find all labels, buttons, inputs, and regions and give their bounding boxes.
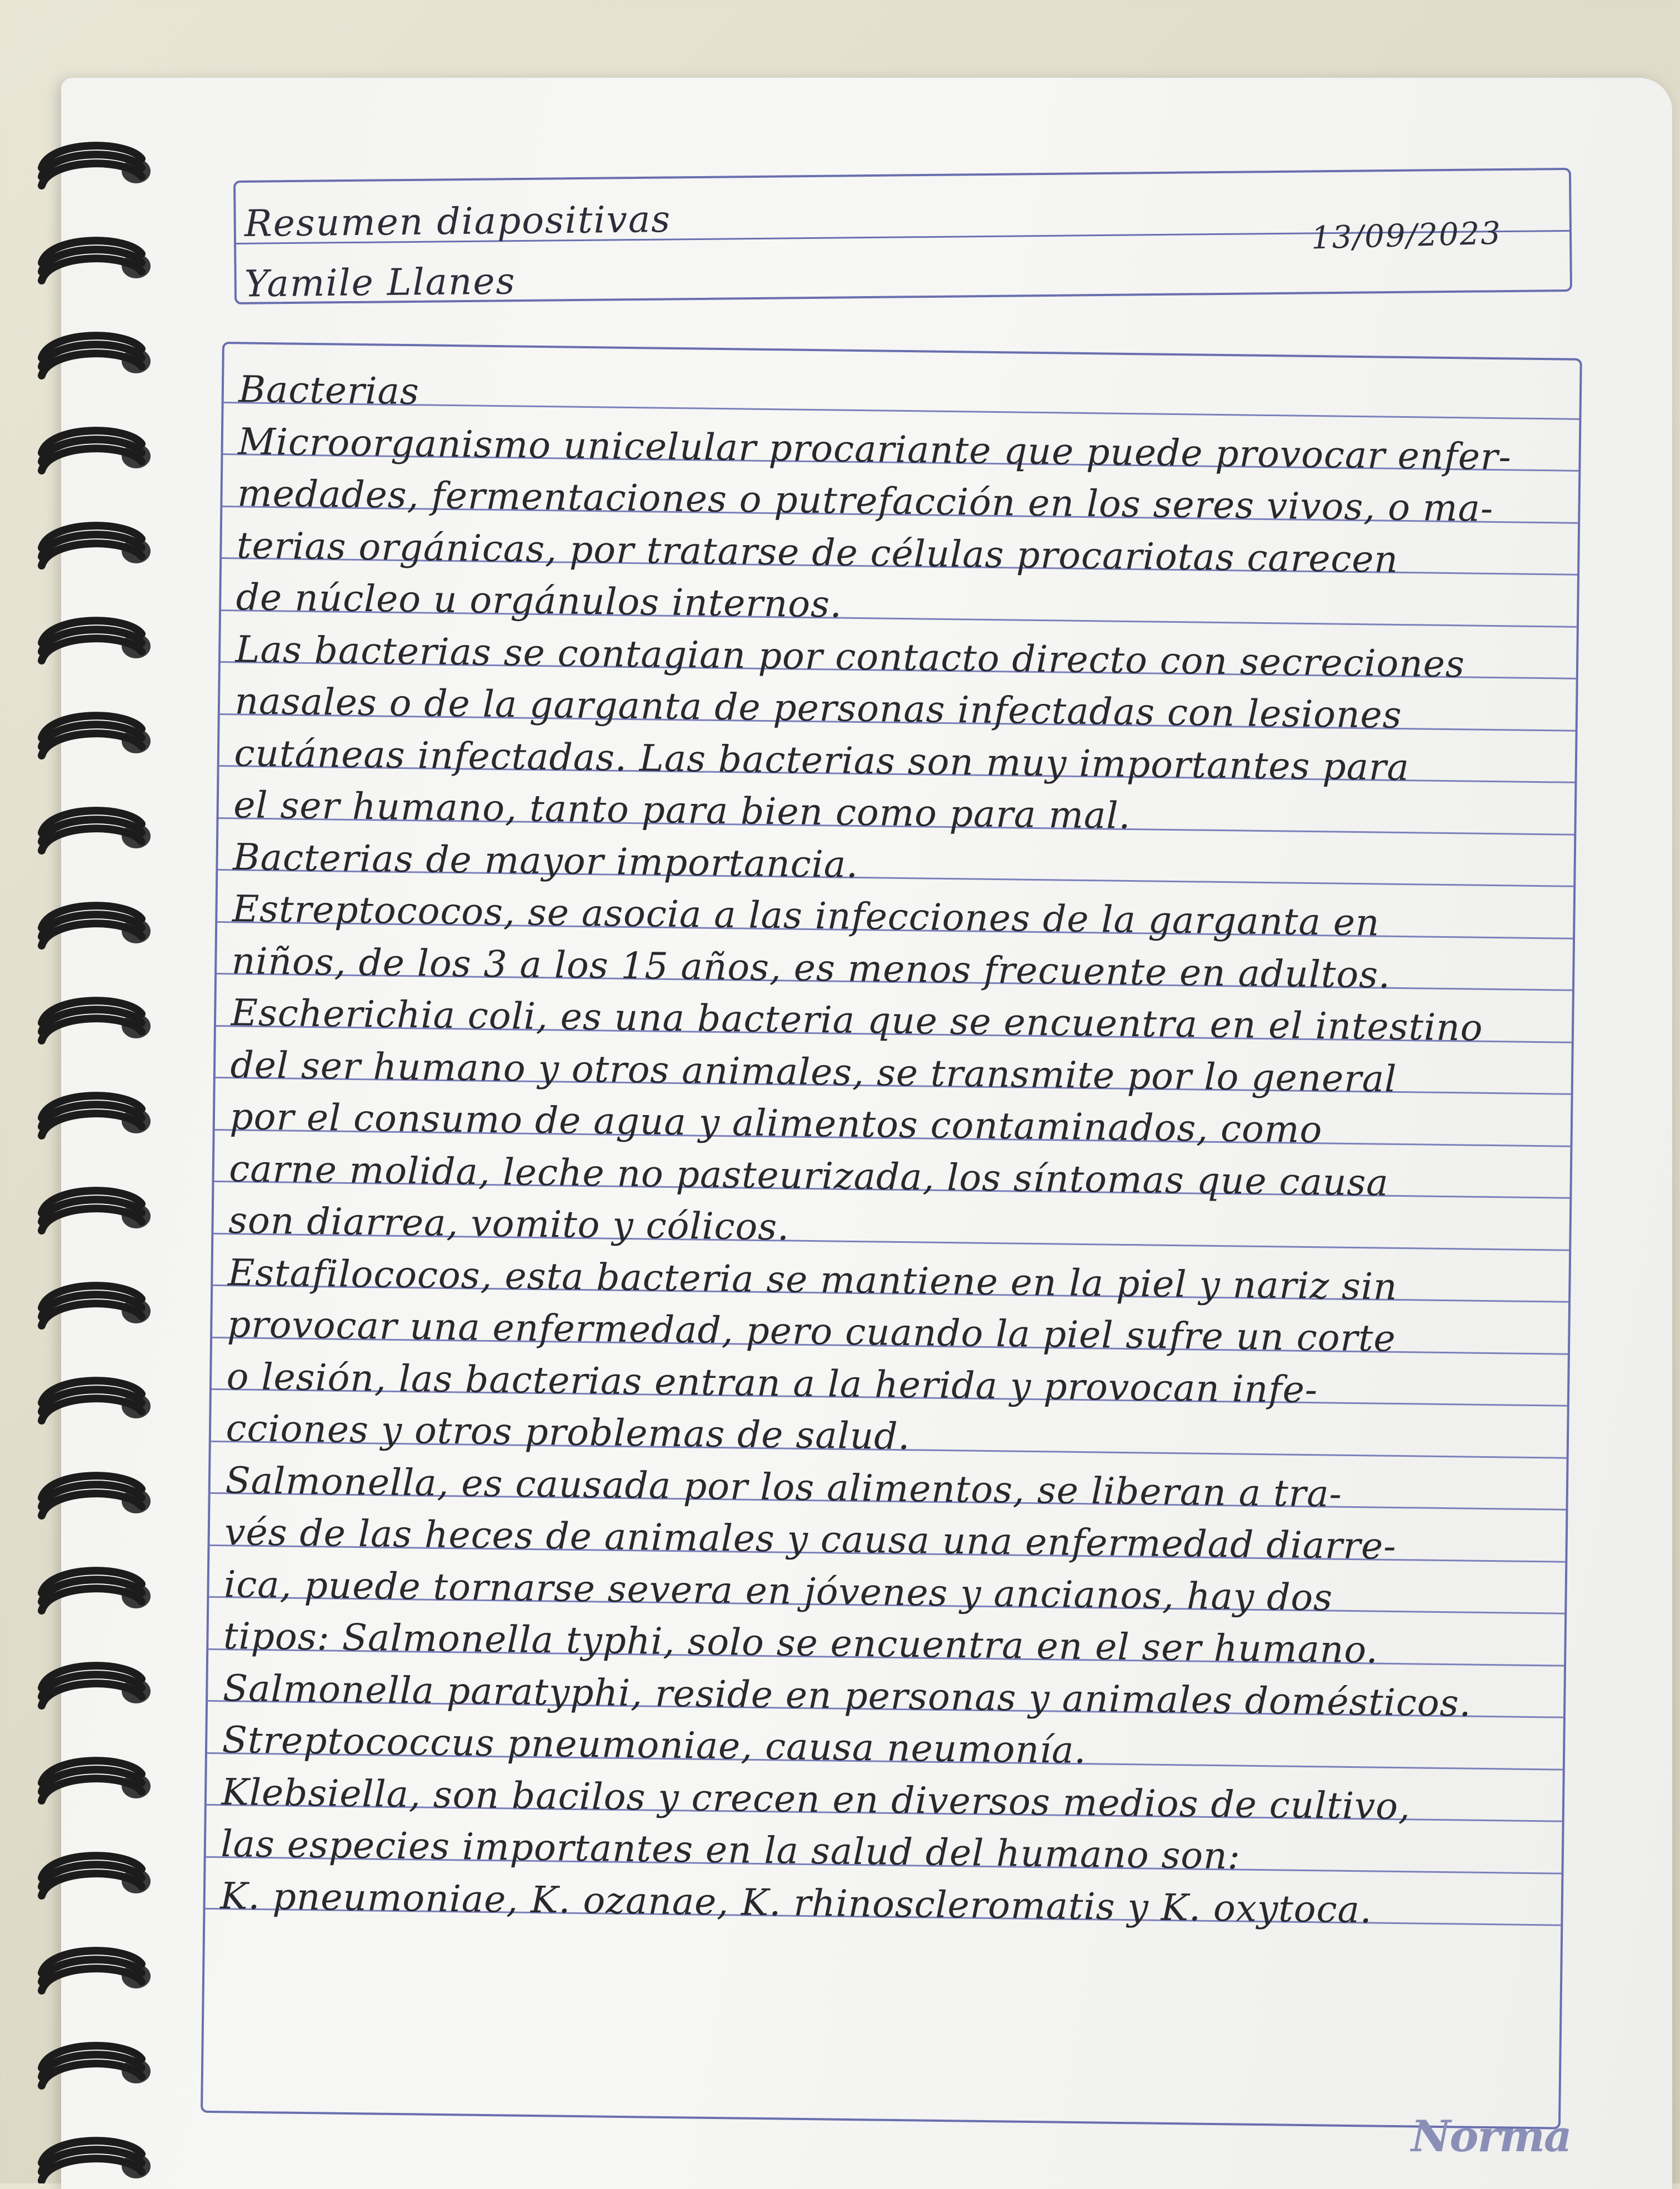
note-line: cciones y otros problemas de salud. (226, 1407, 911, 1458)
spiral-coil (42, 526, 151, 566)
notes-heading: Bacterias (238, 368, 420, 413)
spiral-coil (42, 1096, 151, 1136)
note-line: provocar una enfermedad, pero cuando la piel sufre un corte (227, 1303, 1397, 1360)
note-line: medades, fermentaciones o putrefacción en los seres vivos, o ma- (237, 472, 1494, 530)
spiral-coil (42, 431, 151, 471)
note-line: de núcleo u orgánulos internos. (236, 576, 843, 626)
note-line: Salmonella, es causada por los alimentos, se liberan a tra- (225, 1458, 1343, 1516)
spiral-coil (42, 1666, 151, 1706)
note-line: tipos: Salmonella typhi, solo se encuentra en el ser humano. (223, 1615, 1379, 1672)
note-line: son diarrea, vomito y cólicos. (228, 1199, 790, 1249)
note-line: ica, puede tornarse severa en jóvenes y ancianos, hay dos (223, 1562, 1333, 1619)
note-line: terias orgánicas, por tratarse de células procariotas carecen (236, 523, 1399, 581)
spiral-coil (42, 1191, 151, 1231)
note-line: Bacterias de mayor importancia. (232, 835, 859, 886)
note-line: K. pneumoniae, K. ozanae, K. rhinoscleromatis y K. oxytoca. (219, 1874, 1373, 1931)
spiral-coil (42, 1286, 151, 1326)
note-line: carne molida, leche no pasteurizada, los síntomas que causa (228, 1147, 1389, 1205)
spiral-coil (42, 811, 151, 851)
spiral-coil (42, 2046, 151, 2086)
spiral-coil (42, 1001, 151, 1041)
spiral-coil (42, 906, 151, 946)
note-line: Escherichia coli, es una bacteria que se encuentra en el intestino (231, 991, 1483, 1049)
note-line: Estafilococos, esta bacteria se mantiene en la piel y nariz sin (227, 1251, 1398, 1308)
header-title: Resumen diapositivas (244, 197, 672, 246)
spiral-coil (42, 1761, 151, 1801)
note-line: Las bacterias se contagian por contacto directo con secreciones (235, 627, 1466, 686)
note-line: Streptococcus pneumoniae, causa neumonía. (222, 1718, 1087, 1772)
spiral-binding (0, 0, 189, 2183)
note-line: Klebsiella, son bacilos y crecen en diversos medios de cultivo, (221, 1770, 1411, 1828)
spiral-coil (42, 716, 151, 756)
note-line: Salmonella paratyphi, reside en personas y animales domésticos. (222, 1666, 1472, 1725)
note-line: vés de las heces de animales y causa una enfermedad diarre- (224, 1511, 1397, 1568)
note-line: Microorganismo unicelular procariante que puede provocar enfer- (237, 419, 1512, 478)
note-line: el ser humano, tanto para bien como para mal. (233, 783, 1131, 837)
spiral-coil (42, 1951, 151, 1991)
note-line: cutáneas infectadas. Las bacterias son muy importantes para (234, 731, 1410, 789)
spiral-coil (42, 1381, 151, 1421)
spiral-coil (42, 336, 151, 376)
spiral-coil (42, 241, 151, 281)
header-author: Yamile Llanes (244, 259, 516, 306)
spiral-coil (42, 621, 151, 661)
ruled-line (224, 402, 1579, 420)
spiral-coil (42, 1476, 151, 1516)
note-line: nasales o de la garganta de personas infectadas con lesiones (234, 679, 1402, 737)
brand-logo: Norma (1411, 2111, 1571, 2162)
note-line: por el consumo de agua y alimentos contaminados, como (229, 1095, 1323, 1152)
note-line: niños, de los 3 a los 15 años, es menos frecuente en adultos. (231, 939, 1391, 997)
spiral-coil (42, 146, 151, 186)
note-line: o lesión, las bacterias entran a la herida y provocan infe- (226, 1355, 1318, 1411)
spiral-coil (42, 1856, 151, 1896)
note-line: las especies importantes en la salud del humano son: (221, 1822, 1241, 1878)
note-line: Estreptococos, se asocia a las infecciones de la garganta en (232, 887, 1380, 944)
spiral-coil (42, 2141, 151, 2181)
header-date: 13/09/2023 (1311, 215, 1502, 257)
spiral-coil (42, 1571, 151, 1611)
note-line: del ser humano y otros animales, se transmite por lo general (230, 1043, 1397, 1101)
